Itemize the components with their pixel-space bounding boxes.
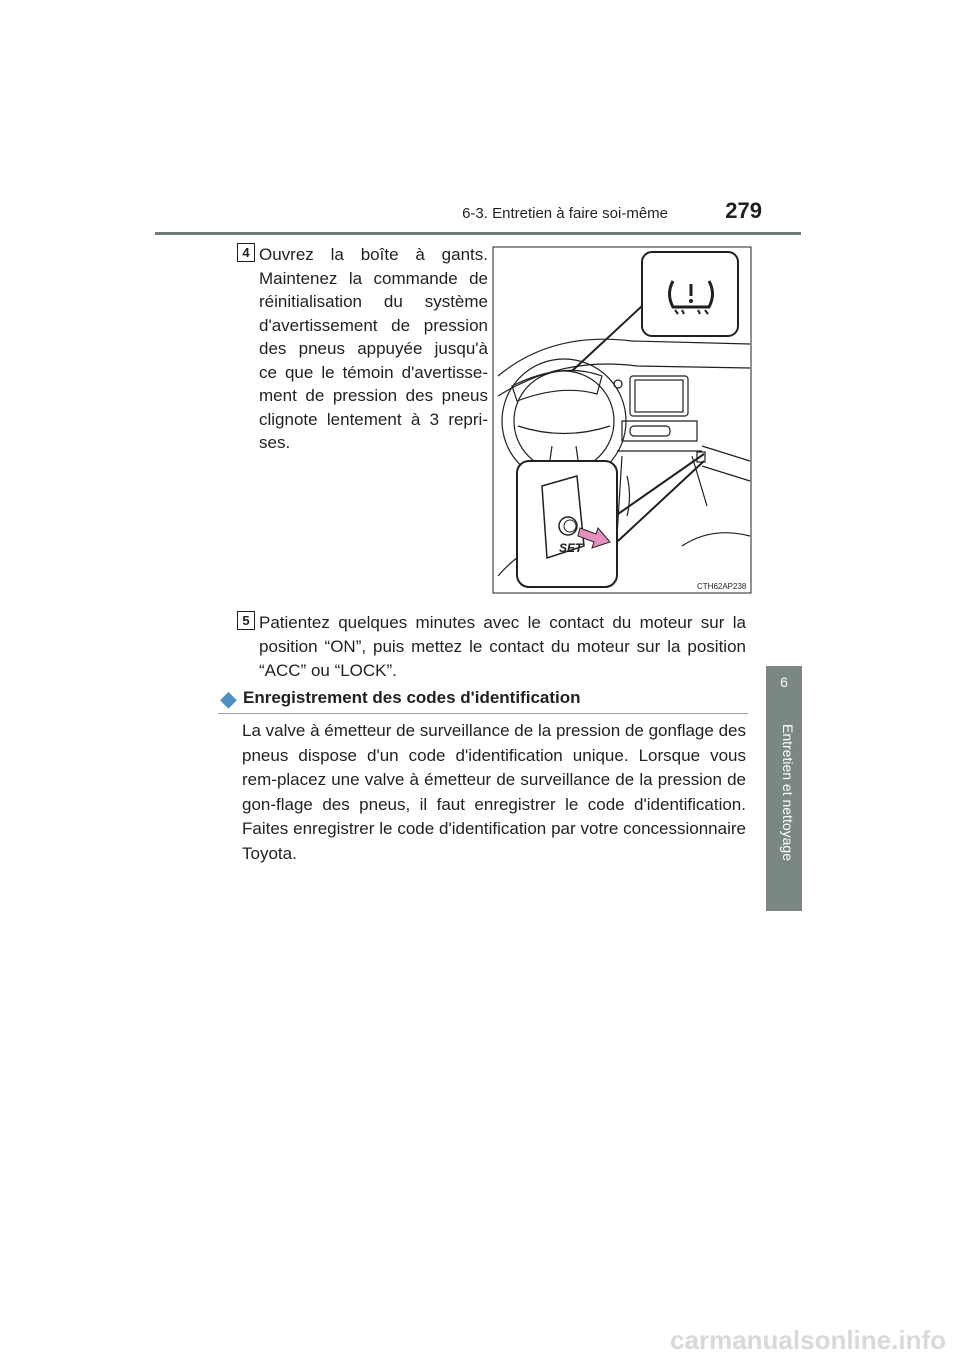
figure-code: CTH62AP238 [697, 582, 747, 591]
chapter-number: 6 [780, 674, 788, 690]
header-rule [155, 232, 801, 235]
diamond-bullet-icon: ◆ [220, 686, 237, 711]
step-5-badge: 5 [237, 611, 255, 630]
page-number: 279 [725, 198, 762, 223]
chapter-label: Entretien et nettoyage [780, 724, 796, 861]
step-5-text: Patientez quelques minutes avec le contact du moteur sur la position “ON”, puis mettez le contact du moteur sur la position “ACC” ou “LOCK”. [259, 613, 746, 680]
chapter-side-tab[interactable] [766, 666, 802, 911]
header-section-title: 6-3. Entretien à faire soi-même [462, 205, 668, 222]
section-body-paragraph: La valve à émetteur de surveillance de la pression de gonflage des pneus dispose d'un code d'identification unique. Lorsque vous rem-placez une valve à émetteur de surveillance de la pression de gon-flage des pneus, il faut enregistrer le code d'identification. Faites enregistrer le code d'identification par votre concessionnaire Toyota. [242, 721, 746, 863]
set-button-label: SET [559, 541, 583, 555]
step-4-badge: 4 [237, 243, 255, 262]
section-heading [218, 687, 748, 714]
watermark: carmanualsonline.info [670, 1325, 946, 1355]
section-heading-text: Enregistrement des codes d'identification [243, 688, 581, 707]
step-4-text: Ouvrez la boîte à gants. Maintenez la commande de réinitialisation du système d'avertissement de pression des pneus appuyée jusqu'à ce que le témoin d'avertisse-ment de pression des pneus clignote lentement à 3 repri-ses. [259, 245, 488, 452]
glovebox-tpms-illustration [492, 246, 752, 594]
